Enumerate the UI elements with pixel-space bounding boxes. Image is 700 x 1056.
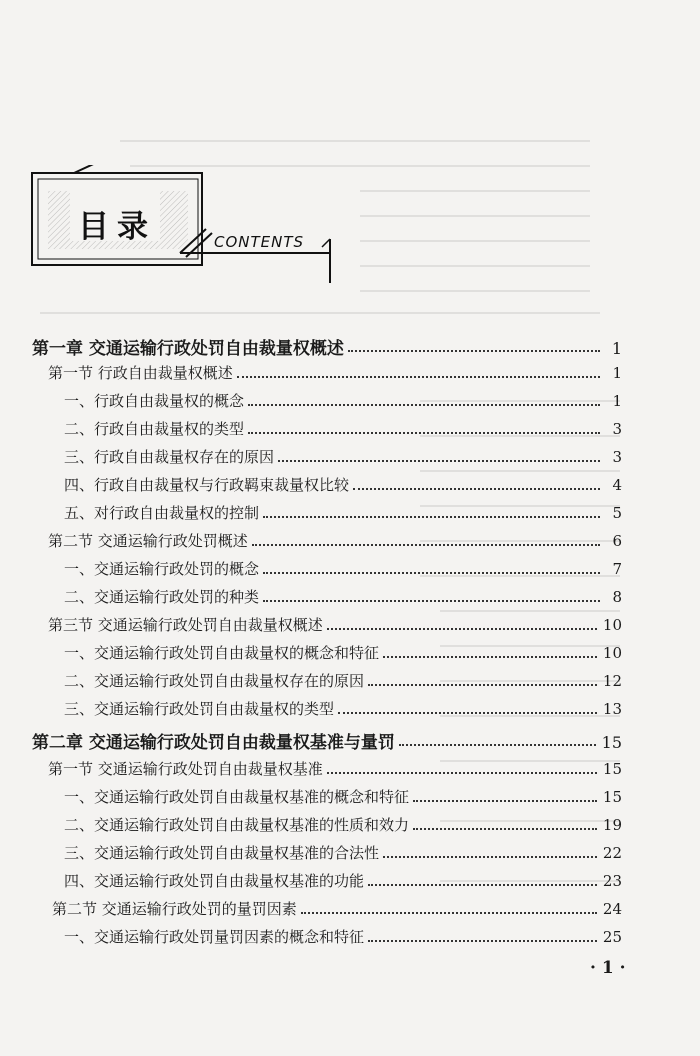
dot-leader: [248, 432, 600, 434]
dot-leader: [399, 744, 596, 746]
dot-leader: [237, 376, 600, 378]
toc-page-number: 1: [611, 339, 622, 358]
toc-page-number: 8: [612, 588, 622, 606]
toc-label: 二、交通运输行政处罚自由裁量权存在的原因: [64, 672, 365, 690]
page-number: · 1 ·: [590, 958, 626, 978]
toc-chapter-2[interactable]: [32, 728, 622, 753]
toc-page-number: 6: [612, 532, 622, 550]
toc-page-number: 12: [602, 672, 622, 690]
toc-page-number: 5: [612, 504, 622, 522]
toc-label: 一、交通运输行政处罚自由裁量权的概念和特征: [64, 644, 380, 662]
toc-page-number: 3: [612, 420, 622, 438]
toc-label: 一、交通运输行政处罚自由裁量权基准的概念和特征: [64, 788, 410, 806]
toc-label: 三、行政自由裁量权存在的原因: [64, 448, 275, 466]
toc-label: 三、交通运输行政处罚自由裁量权的类型: [64, 700, 335, 718]
toc-item[interactable]: [64, 418, 622, 439]
toc-item[interactable]: [64, 786, 622, 807]
toc-page-number: 4: [612, 476, 622, 494]
toc-label: 二、交通运输行政处罚的种类: [64, 588, 260, 606]
toc-item[interactable]: [64, 698, 622, 719]
dot-leader: [301, 912, 597, 914]
toc-item[interactable]: [64, 926, 622, 947]
toc-page-number: 22: [602, 844, 622, 862]
dot-leader: [327, 628, 597, 630]
toc-item[interactable]: [64, 670, 622, 691]
toc-page-number: 1: [612, 392, 622, 410]
dot-leader: [368, 884, 597, 886]
toc-section[interactable]: [48, 530, 622, 551]
toc-page-number: 10: [602, 616, 622, 634]
dot-leader: [368, 684, 597, 686]
toc-label: 第三节 交通运输行政处罚自由裁量权概述: [48, 616, 323, 634]
toc-page-number: 15: [602, 760, 622, 778]
toc-item[interactable]: [64, 502, 622, 523]
toc-item[interactable]: [64, 642, 622, 663]
toc-item[interactable]: [64, 446, 622, 467]
dot-leader: [263, 600, 600, 602]
dot-leader: [263, 572, 600, 574]
toc-page-number: 24: [602, 900, 622, 918]
toc-page-number: 25: [602, 928, 622, 946]
dot-leader: [348, 350, 600, 352]
dot-leader: [353, 488, 600, 490]
toc-label: 一、交通运输行政处罚量罚因素的概念和特征: [64, 928, 365, 946]
toc-item[interactable]: [64, 842, 622, 863]
toc-page-number: 19: [602, 816, 622, 834]
toc-item[interactable]: [64, 814, 622, 835]
dot-leader: [368, 940, 597, 942]
dot-leader: [252, 544, 600, 546]
toc-item[interactable]: [64, 586, 622, 607]
toc-item[interactable]: [64, 474, 622, 495]
toc-item[interactable]: [64, 390, 622, 411]
dot-leader: [413, 828, 597, 830]
toc-page-number: 1: [612, 364, 622, 382]
toc-section[interactable]: [48, 362, 622, 383]
dot-leader: [263, 516, 600, 518]
toc-label: 四、行政自由裁量权与行政羁束裁量权比较: [64, 476, 350, 494]
toc-item[interactable]: [64, 870, 622, 891]
toc-label: 四、交通运输行政处罚自由裁量权基准的功能: [64, 872, 365, 890]
toc-chapter-1[interactable]: [32, 334, 622, 359]
toc-label: 第二节 交通运输行政处罚的量罚因素: [52, 900, 297, 918]
toc-section[interactable]: [48, 614, 622, 635]
dot-leader: [383, 656, 597, 658]
toc-page-number: 13: [602, 700, 622, 718]
contents-emblem: [30, 165, 370, 285]
toc-item[interactable]: [64, 558, 622, 579]
dot-leader: [327, 772, 597, 774]
dot-leader: [383, 856, 597, 858]
toc-label: 二、交通运输行政处罚自由裁量权基准的性质和效力: [64, 816, 410, 834]
toc-label: 第一节 行政自由裁量权概述: [48, 364, 233, 382]
toc-label: 三、交通运输行政处罚自由裁量权基准的合法性: [64, 844, 380, 862]
dot-leader: [338, 712, 597, 714]
toc-label: 第一节 交通运输行政处罚自由裁量权基准: [48, 760, 323, 778]
toc-page-number: 3: [612, 448, 622, 466]
page-title: 目录: [78, 209, 156, 245]
toc-section[interactable]: [48, 758, 622, 779]
page-subtitle: CONTENTS: [214, 233, 305, 251]
dot-leader: [278, 460, 600, 462]
toc-label: 一、行政自由裁量权的概念: [64, 392, 245, 410]
toc-page-number: 23: [602, 872, 622, 890]
toc-page-number: 15: [602, 788, 622, 806]
toc-section[interactable]: [52, 898, 622, 919]
toc-label: 二、行政自由裁量权的类型: [64, 420, 245, 438]
dot-leader: [413, 800, 597, 802]
toc-label: 五、对行政自由裁量权的控制: [64, 504, 260, 522]
toc-label: 一、交通运输行政处罚的概念: [64, 560, 260, 578]
toc-page-number: 10: [602, 644, 622, 662]
toc-label: 第二节 交通运输行政处罚概述: [48, 532, 248, 550]
toc-page-number: 15: [601, 733, 622, 752]
dot-leader: [248, 404, 600, 406]
toc-page-number: 7: [612, 560, 622, 578]
toc-label: 第一章 交通运输行政处罚自由裁量权概述: [32, 339, 344, 359]
toc-label: 第二章 交通运输行政处罚自由裁量权基准与量罚: [32, 733, 395, 753]
